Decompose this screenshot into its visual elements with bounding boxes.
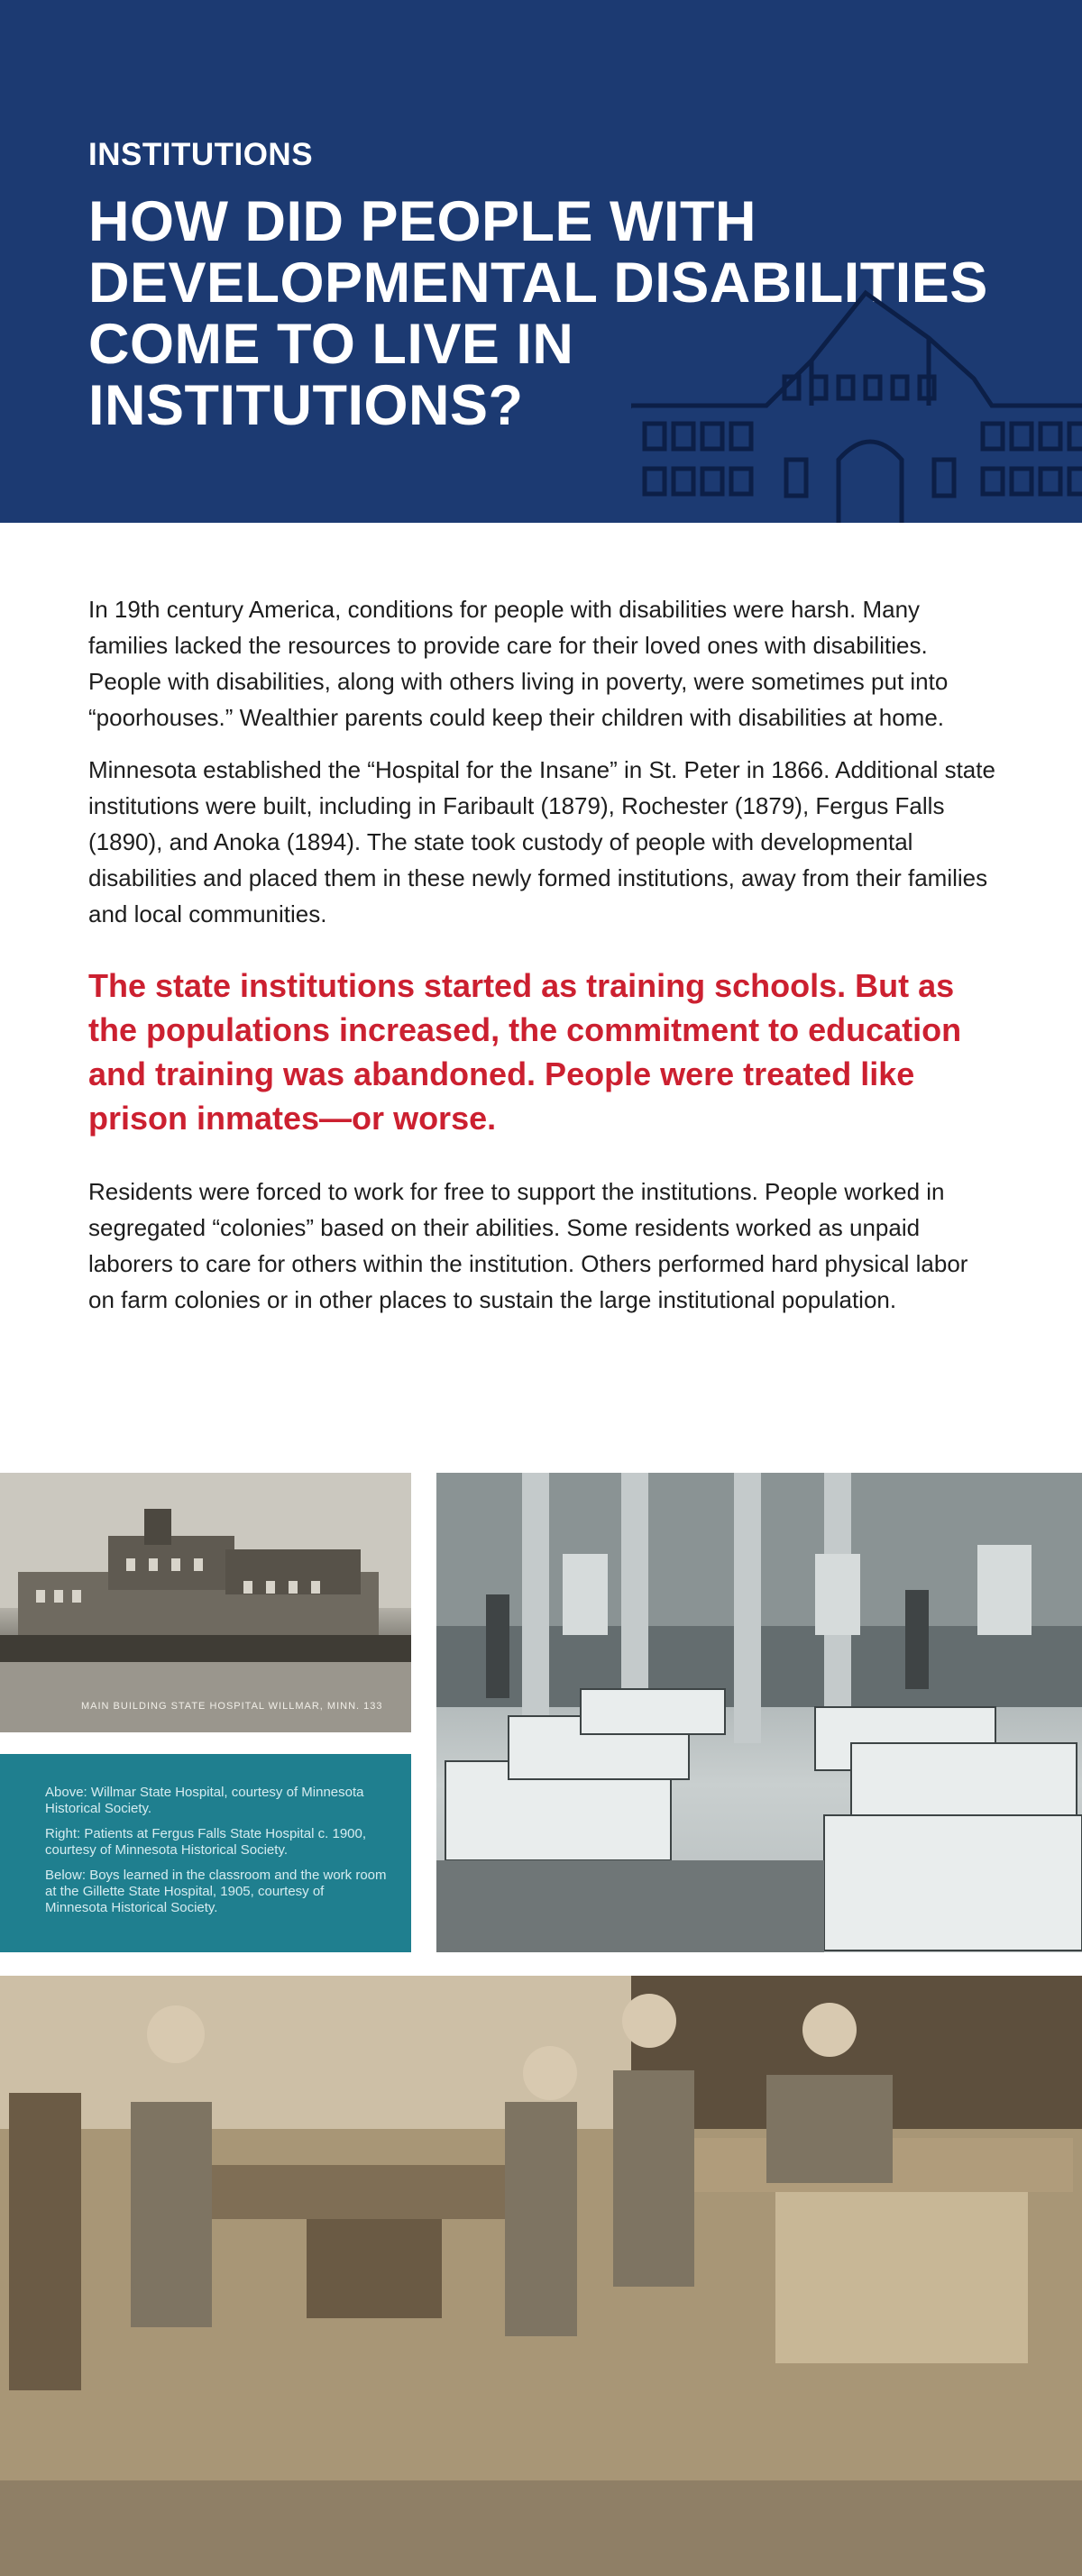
- intro-paragraph: In 19th century America, conditions for people with disabilities were harsh. Many families lacked the resources to provide care for their loved ones with disabilities. People with disabilities, along with others living in poverty, were sometimes put into “poorhouses.” Wealthier parents could keep their children with disabilities at home.: [88, 596, 949, 731]
- photo-caption-box: [0, 1754, 411, 1952]
- history-paragraph: Minnesota established the “Hospital for the Insane” in St. Peter in 1866. Additional state institutions were built, including in Faribault (1879), Rochester (1879), Fergus Falls (1890), and Anoka (1894). The state took custody of people with developmental disabilities and placed them in these newly formed institutions, away from their families and local communities.: [88, 756, 995, 927]
- caption-below: Below: Boys learned in the classroom and the work room at the Gillette State Hospital, 1905, courtesy of Minnesota Historical Society.: [45, 1868, 387, 1915]
- callout-quote: The state institutions started as training schools. But as the populations increased, the commitment to education and training was abandoned. People were treated like prison inmates—or worse.: [88, 967, 962, 1137]
- page-title: HOW DID PEOPLE WITH DEVELOPMENTAL DISABILITIES COME TO LIVE IN INSTITUTIONS?: [88, 190, 988, 437]
- header-banner: [0, 0, 1082, 523]
- gillette-workroom-photo: [0, 1976, 1082, 2576]
- labor-paragraph: Residents were forced to work for free to support the institutions. People worked in segregated “colonies” based on their abilities. Some residents worked as unpaid laborers to care for others within the institution. Others performed hard physical labor on farm colonies or in other places to sustain the large institutional population.: [88, 1178, 968, 1313]
- photo-inscription: MAIN BUILDING STATE HOSPITAL WILLMAR, MINN. 133: [81, 1701, 383, 1712]
- willmar-hospital-photo: [0, 1473, 411, 1732]
- caption-above: Above: Willmar State Hospital, courtesy of Minnesota Historical Society.: [45, 1785, 364, 1816]
- building-outline-icon: [631, 279, 1082, 523]
- section-kicker: INSTITUTIONS: [88, 137, 314, 172]
- caption-right: Right: Patients at Fergus Falls State Hospital c. 1900, courtesy of Minnesota Historical Society.: [45, 1826, 367, 1858]
- fergus-falls-ward-photo: [436, 1473, 1082, 1952]
